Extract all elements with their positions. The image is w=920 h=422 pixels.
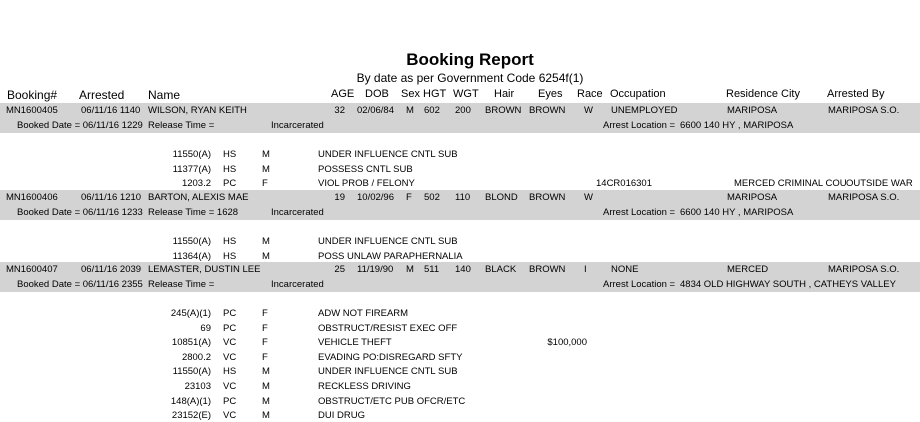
col-booking: Booking# xyxy=(7,88,58,102)
charge-description: UNDER INFLUENCE CNTL SUB xyxy=(318,236,458,247)
charge-code: 23103 xyxy=(184,381,211,392)
charge-code: 11550(A) xyxy=(172,236,211,247)
col-age: AGE xyxy=(331,88,355,100)
charge-code: 10851(A) xyxy=(171,337,211,349)
charge-code: 11550(A) xyxy=(172,149,211,160)
charge-level: F xyxy=(262,322,268,334)
arrest-location-label: Arrest Location = xyxy=(603,206,676,218)
charge-description: DUI DRUG xyxy=(318,410,365,422)
charge-level: M xyxy=(262,250,270,262)
charge-statute-type: VC xyxy=(223,410,237,422)
charge-code: 1203.2 xyxy=(181,178,211,190)
col-dob: DOB xyxy=(365,88,389,100)
charge-code: 69 xyxy=(200,322,211,334)
col-residence-city: Residence City xyxy=(726,88,800,100)
charge-level: M xyxy=(262,410,270,422)
hair-color: BLOND xyxy=(485,191,518,203)
eye-color: BROWN xyxy=(529,104,566,116)
arrested-datetime: 06/11/16 1140 xyxy=(81,104,141,116)
hair-color: BROWN xyxy=(485,104,522,116)
release-time: Release Time = 1628 xyxy=(148,206,239,218)
charge-statute-type: PC xyxy=(223,308,237,319)
charge-level: F xyxy=(262,178,268,190)
arrest-location-label: Arrest Location = xyxy=(603,278,676,290)
arrest-location: 6600 140 HY , MARIPOSA xyxy=(680,119,794,131)
bail-amount: $100,000 xyxy=(547,337,587,349)
height: 511 xyxy=(424,263,440,275)
col-name: Name xyxy=(148,88,181,102)
arrested-datetime: 06/11/16 2039 xyxy=(81,263,142,275)
charge-description: UNDER INFLUENCE CNTL SUB xyxy=(318,366,458,378)
race: W xyxy=(584,191,593,203)
booked-date: Booked Date = 06/11/16 2355 xyxy=(17,278,143,290)
weight: 140 xyxy=(455,263,471,275)
inmate-name: BARTON, ALEXIS MAE xyxy=(148,191,249,203)
arrested-datetime: 06/11/16 1210 xyxy=(81,191,142,203)
col-arrested: Arrested xyxy=(79,88,125,102)
charge-description: EVADING PO:DISREGARD SFTY xyxy=(318,351,463,363)
age: 25 xyxy=(334,263,345,275)
charge-level: F xyxy=(262,308,268,319)
charge-level: M xyxy=(262,163,270,175)
release-time: Release Time = xyxy=(148,278,215,290)
charge-statute-type: PC xyxy=(223,322,237,334)
col-sex: Sex xyxy=(401,88,420,100)
charge-level: F xyxy=(262,351,268,363)
inmate-name: LEMASTER, DUSTIN LEE xyxy=(148,263,261,275)
height: 602 xyxy=(424,104,440,116)
charge-level: F xyxy=(262,337,268,349)
charge-note: OUTSIDE WAR xyxy=(846,178,913,190)
age: 19 xyxy=(334,191,345,203)
race: I xyxy=(584,263,587,275)
arresting-agency: MARIPOSA S.O. xyxy=(828,104,900,116)
charge-code: 11364(A) xyxy=(172,250,211,262)
charge-description: VIOL PROB / FELONY xyxy=(318,178,415,190)
charge-statute-type: VC xyxy=(223,351,237,363)
residence-city: MARIPOSA xyxy=(727,104,778,116)
charge-level: M xyxy=(262,366,270,378)
dob: 10/02/96 xyxy=(357,191,394,203)
col-occupation: Occupation xyxy=(610,88,666,100)
booking-number: MN1600406 xyxy=(6,191,58,203)
arresting-agency: MARIPOSA S.O. xyxy=(828,191,900,203)
age: 32 xyxy=(334,104,345,116)
race: W xyxy=(584,104,593,116)
charge-statute-type: HS xyxy=(223,149,237,160)
court-name: MERCED CRIMINAL COU xyxy=(734,178,847,190)
hair-color: BLACK xyxy=(485,263,517,275)
col-arrested-by: Arrested By xyxy=(827,88,885,100)
arrest-location: 4834 OLD HIGHWAY SOUTH , CATHEYS VALLEY xyxy=(680,278,896,290)
report-title: Booking Report xyxy=(406,50,534,69)
custody-status: Incarcerated xyxy=(271,206,324,218)
charge-code: 23152(E) xyxy=(171,410,211,422)
charge-code: 11377(A) xyxy=(172,163,211,175)
charge-statute-type: VC xyxy=(223,381,237,392)
col-hgt: HGT xyxy=(423,88,447,100)
residence-city: MARIPOSA xyxy=(727,191,778,203)
occupation: NONE xyxy=(611,263,639,275)
charge-description: VEHICLE THEFT xyxy=(318,337,392,349)
eye-color: BROWN xyxy=(529,191,566,203)
arrest-location-label: Arrest Location = xyxy=(603,119,676,131)
weight: 200 xyxy=(455,104,471,116)
charge-code: 245(A)(1) xyxy=(170,308,211,319)
sex: M xyxy=(406,104,414,116)
charge-statute-type: HS xyxy=(223,250,237,262)
booking-number: MN1600405 xyxy=(6,104,58,116)
arrest-location: 6600 140 HY , MARIPOSA xyxy=(680,206,794,218)
col-hair: Hair xyxy=(494,88,515,100)
col-wgt: WGT xyxy=(453,88,479,100)
weight: 110 xyxy=(455,191,471,203)
booking-number: MN1600407 xyxy=(6,263,58,275)
height: 502 xyxy=(424,191,440,203)
charge-statute-type: HS xyxy=(223,236,237,247)
dob: 11/19/90 xyxy=(357,263,394,275)
charge-statute-type: PC xyxy=(223,178,237,190)
charge-code: 2800.2 xyxy=(181,351,211,363)
charge-description: OBSTRUCT/RESIST EXEC OFF xyxy=(318,322,458,334)
eye-color: BROWN xyxy=(529,263,566,275)
charge-description: ADW NOT FIREARM xyxy=(318,308,409,319)
charge-description: OBSTRUCT/ETC PUB OFCR/ETC xyxy=(318,395,466,407)
charge-description: RECKLESS DRIVING xyxy=(318,381,411,392)
custody-status: Incarcerated xyxy=(271,119,324,131)
charge-level: M xyxy=(262,236,270,247)
charge-description: POSS UNLAW PARAPHERNALIA xyxy=(318,250,463,262)
booked-date: Booked Date = 06/11/16 1229 xyxy=(17,119,143,131)
charge-statute-type: HS xyxy=(223,366,237,378)
sex: M xyxy=(406,263,414,275)
charge-level: M xyxy=(262,149,270,160)
residence-city: MERCED xyxy=(727,263,769,275)
col-race: Race xyxy=(577,88,603,100)
col-eyes: Eyes xyxy=(538,88,563,100)
charge-code: 11550(A) xyxy=(172,366,211,378)
occupation: UNEMPLOYED xyxy=(611,104,678,116)
charge-level: M xyxy=(262,395,270,407)
custody-status: Incarcerated xyxy=(271,278,324,290)
charge-description: UNDER INFLUENCE CNTL SUB xyxy=(318,149,458,160)
charge-statute-type: HS xyxy=(223,163,237,175)
booked-date: Booked Date = 06/11/16 1233 xyxy=(17,206,143,218)
charge-description: POSSESS CNTL SUB xyxy=(318,163,413,175)
dob: 02/06/84 xyxy=(357,104,394,116)
case-number: 14CR016301 xyxy=(596,178,652,190)
sex: F xyxy=(406,191,412,203)
charge-statute-type: PC xyxy=(223,395,237,407)
inmate-name: WILSON, RYAN KEITH xyxy=(148,104,247,116)
release-time: Release Time = xyxy=(148,119,215,131)
arresting-agency: MARIPOSA S.O. xyxy=(828,263,900,275)
charge-level: M xyxy=(262,381,270,392)
charge-statute-type: VC xyxy=(223,337,237,349)
report-subtitle: By date as per Government Code 6254f(1) xyxy=(356,71,584,85)
charge-code: 148(A)(1) xyxy=(170,395,211,407)
